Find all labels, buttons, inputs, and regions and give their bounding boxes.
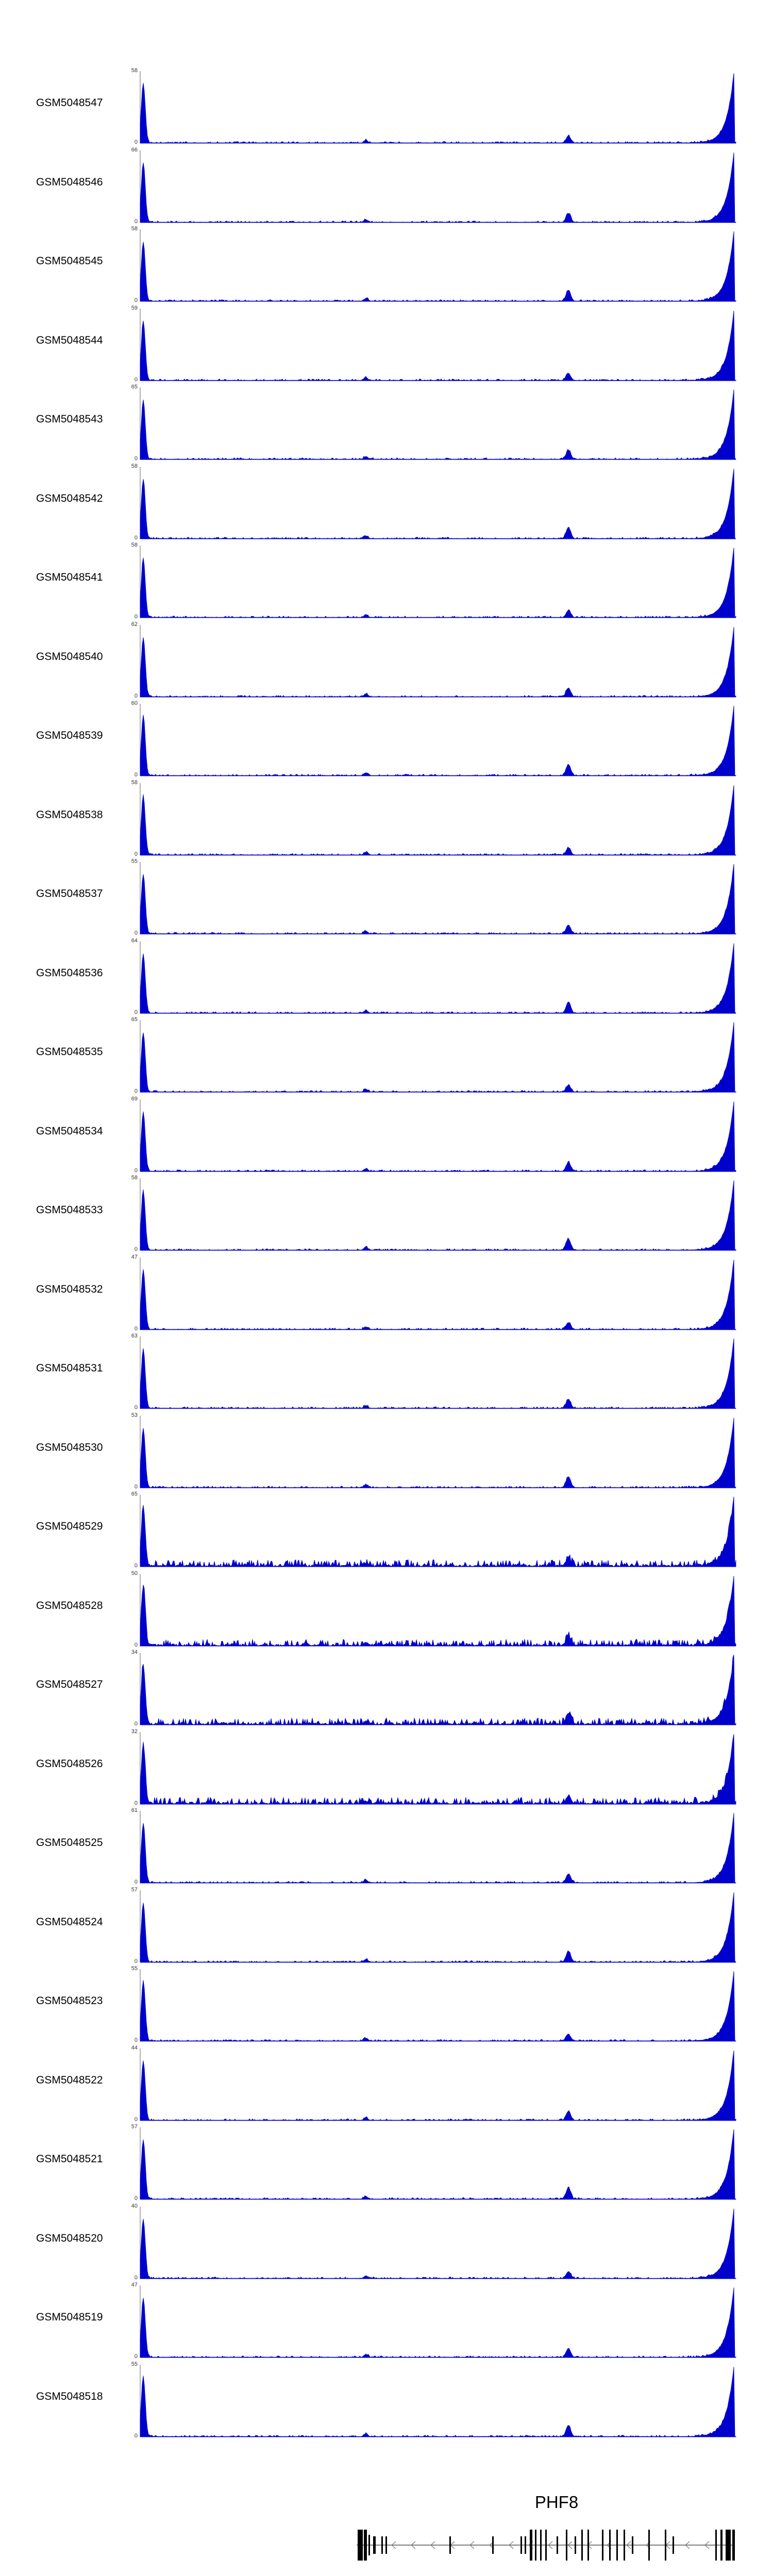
track-ymin-label: 0: [134, 1167, 138, 1174]
gene-strand-chevron: [587, 2541, 592, 2549]
gene-label: PHF8: [534, 2493, 579, 2512]
track-ymin-label: 0: [134, 376, 138, 383]
gene-strand-chevron: [666, 2541, 670, 2549]
track-ymin-label: 0: [134, 1404, 138, 1411]
track-label: GSM5048542: [36, 492, 103, 504]
track-ymax-label: 47: [131, 1253, 138, 1260]
gene-exon: [492, 2536, 494, 2554]
gene-strand-chevron: [411, 2541, 415, 2549]
track-ymax-label: 57: [131, 2124, 138, 2130]
track-label: GSM5048519: [36, 2311, 103, 2324]
track-label: GSM5048547: [36, 97, 103, 109]
track-signal-area: [140, 1101, 736, 1172]
track-label: GSM5048530: [36, 1441, 103, 1453]
track-signal-area: [140, 548, 736, 618]
gene-exon: [665, 2530, 666, 2561]
track-signal-area: [140, 1418, 736, 1488]
track-signal-area: [140, 1180, 736, 1250]
track-ymin-label: 0: [134, 930, 138, 936]
track-signal-plot: [0, 1732, 773, 1806]
gene-exon: [581, 2530, 583, 2561]
track-signal-plot: [0, 1574, 773, 1648]
gene-exon: [525, 2536, 526, 2554]
track-label: GSM5048523: [36, 1995, 103, 2007]
gene-exon: [545, 2530, 547, 2561]
gene-exon: [587, 2530, 589, 2561]
track-ymax-label: 58: [131, 779, 138, 786]
gene-exon: [673, 2536, 674, 2554]
track-ymin-label: 0: [134, 2195, 138, 2201]
track-signal-area: [140, 73, 736, 143]
track-signal-area: [140, 1734, 736, 1804]
track-signal-plot: [0, 229, 773, 303]
track-label: GSM5048528: [36, 1599, 103, 1612]
track-ymax-label: 32: [131, 1728, 138, 1735]
track-ymin-label: 0: [134, 1325, 138, 1332]
track-signal-area: [140, 469, 736, 539]
track-ymax-label: 40: [131, 2202, 138, 2209]
gene-exon: [715, 2530, 717, 2561]
gene-exon: [520, 2536, 522, 2554]
track-label: GSM5048522: [36, 2074, 103, 2086]
track-signal-area: [140, 2287, 736, 2358]
gene-exon: [530, 2530, 532, 2561]
gene-exon: [368, 2535, 370, 2555]
track-signal-area: [140, 1813, 736, 1883]
track-ymax-label: 63: [131, 1333, 138, 1339]
track-ymin-label: 0: [134, 2037, 138, 2043]
track-signal-area: [140, 1260, 736, 1330]
gene-strand-chevron: [470, 2541, 474, 2549]
track-ymax-label: 47: [131, 2282, 138, 2288]
track-signal-plot: [0, 2207, 773, 2281]
track-ymin-label: 0: [134, 692, 138, 699]
track-ymin-label: 0: [134, 297, 138, 303]
track-label: GSM5048526: [36, 1757, 103, 1770]
gene-strand-chevron: [607, 2541, 611, 2549]
track-signal-area: [140, 1971, 736, 2041]
track-ymax-label: 60: [131, 700, 138, 706]
gene-exon: [540, 2530, 542, 2561]
gene-exon: [381, 2536, 383, 2554]
track-signal-plot: [0, 783, 773, 857]
gene-strand-chevron: [450, 2541, 455, 2549]
gene-strand-chevron: [568, 2541, 572, 2549]
track-label: GSM5048527: [36, 1679, 103, 1691]
track-label: GSM5048540: [36, 650, 103, 663]
track-ymax-label: 50: [131, 1570, 138, 1577]
track-ymin-label: 0: [134, 1879, 138, 1885]
track-signal-plot: [0, 704, 773, 778]
track-label: GSM5048546: [36, 176, 103, 188]
gene-strand-chevron: [627, 2541, 631, 2549]
track-signal-area: [140, 1022, 736, 1092]
track-ymax-label: 64: [131, 937, 138, 944]
track-signal-plot: [0, 2048, 773, 2123]
gene-strand-chevron: [705, 2541, 709, 2549]
track-signal-area: [140, 311, 736, 381]
track-label: GSM5048543: [36, 413, 103, 426]
track-label: GSM5048520: [36, 2232, 103, 2244]
track-ymin-label: 0: [134, 534, 138, 541]
track-signal-area: [140, 1497, 736, 1567]
track-ymax-label: 65: [131, 1491, 138, 1497]
track-signal-area: [140, 2050, 736, 2121]
track-ymax-label: 34: [131, 1649, 138, 1655]
gene-exon: [575, 2536, 576, 2554]
track-ymin-label: 0: [134, 1641, 138, 1648]
track-signal-area: [140, 864, 736, 934]
track-signal-plot: [0, 1336, 773, 1411]
gene-exon: [632, 2536, 633, 2554]
track-label: GSM5048538: [36, 808, 103, 821]
track-ymax-label: 44: [131, 2044, 138, 2051]
track-ymax-label: 55: [131, 858, 138, 865]
track-ymax-label: 65: [131, 1016, 138, 1023]
track-ymin-label: 0: [134, 2274, 138, 2281]
track-signal-plot: [0, 1020, 773, 1094]
gene-strand-chevron: [392, 2541, 396, 2549]
track-ymax-label: 53: [131, 1412, 138, 1418]
gene-strand-chevron: [548, 2541, 552, 2549]
track-signal-plot: [0, 546, 773, 620]
track-ymin-label: 0: [134, 2353, 138, 2360]
gene-exon: [609, 2530, 611, 2561]
track-signal-plot: [0, 1811, 773, 1885]
track-ymax-label: 58: [131, 226, 138, 232]
track-ymin-label: 0: [134, 2432, 138, 2439]
gene-exon: [648, 2530, 650, 2561]
gene-strand-chevron: [509, 2541, 513, 2549]
track-label: GSM5048518: [36, 2390, 103, 2402]
gene-exon: [385, 2536, 387, 2554]
gene-strand-chevron: [490, 2541, 494, 2549]
track-ymin-label: 0: [134, 1958, 138, 1964]
track-ymin-label: 0: [134, 455, 138, 462]
track-signal-plot: [0, 1258, 773, 1332]
gene-exon: [726, 2530, 731, 2561]
track-signal-plot: [0, 2127, 773, 2201]
track-signal-area: [140, 1338, 736, 1409]
track-signal-plot: [0, 1178, 773, 1252]
gene-exon: [535, 2530, 536, 2561]
track-ymin-label: 0: [134, 1563, 138, 1569]
track-label: GSM5048531: [36, 1362, 103, 1375]
track-ymin-label: 0: [134, 2116, 138, 2123]
track-ymax-label: 57: [131, 1886, 138, 1893]
track-signal-area: [140, 943, 736, 1013]
track-signal-plot: [0, 1495, 773, 1569]
track-signal-area: [140, 627, 736, 697]
gene-exon: [364, 2530, 367, 2561]
track-signal-area: [140, 706, 736, 776]
track-signal-area: [140, 152, 736, 223]
track-ymax-label: 61: [131, 1807, 138, 1814]
gene-strand-chevron: [431, 2541, 435, 2549]
track-signal-area: [140, 2129, 736, 2199]
track-signal-area: [140, 1892, 736, 1962]
track-label: GSM5048535: [36, 1046, 103, 1058]
gene-exon: [373, 2536, 376, 2554]
gene-exon: [449, 2536, 451, 2554]
track-label: GSM5048525: [36, 1837, 103, 1849]
track-ymin-label: 0: [134, 1246, 138, 1252]
track-ymin-label: 0: [134, 1721, 138, 1727]
track-signal-plot: [0, 71, 773, 145]
track-signal-plot: [0, 1969, 773, 2043]
track-ymax-label: 66: [131, 146, 138, 153]
track-label: GSM5048533: [36, 1204, 103, 1216]
track-signal-plot: [0, 1890, 773, 1964]
gene-exon: [602, 2530, 603, 2561]
gene-exon: [358, 2530, 363, 2561]
track-ymin-label: 0: [134, 1009, 138, 1015]
track-label: GSM5048529: [36, 1520, 103, 1533]
track-signal-plot: [0, 2365, 773, 2439]
track-label: GSM5048532: [36, 1283, 103, 1295]
track-ymin-label: 0: [134, 1088, 138, 1094]
track-signal-plot: [0, 150, 773, 225]
track-ymax-label: 58: [131, 1175, 138, 1181]
track-ymin-label: 0: [134, 1483, 138, 1490]
track-signal-plot: [0, 467, 773, 541]
track-ymin-label: 0: [134, 851, 138, 857]
track-ymax-label: 58: [131, 542, 138, 548]
track-label: GSM5048544: [36, 334, 103, 346]
gene-strand-chevron: [529, 2541, 533, 2549]
track-signal-area: [140, 231, 736, 301]
track-signal-area: [140, 2209, 736, 2279]
track-ymax-label: 55: [131, 2361, 138, 2367]
gene-exon: [616, 2530, 618, 2561]
track-signal-plot: [0, 2285, 773, 2360]
track-label: GSM5048534: [36, 1125, 103, 1137]
track-ymin-label: 0: [134, 218, 138, 225]
track-signal-plot: [0, 1099, 773, 1174]
track-ymax-label: 62: [131, 621, 138, 628]
track-label: GSM5048524: [36, 1916, 103, 1928]
gene-exon: [566, 2530, 567, 2561]
track-signal-area: [140, 1655, 736, 1725]
track-signal-area: [140, 785, 736, 855]
track-label: GSM5048521: [36, 2153, 103, 2165]
track-signal-plot: [0, 941, 773, 1015]
track-signal-plot: [0, 1416, 773, 1490]
track-ymin-label: 0: [134, 614, 138, 620]
track-signal-area: [140, 2367, 736, 2437]
gene-exon: [557, 2536, 558, 2554]
track-ymax-label: 69: [131, 1095, 138, 1102]
track-label: GSM5048536: [36, 967, 103, 979]
track-ymax-label: 55: [131, 1965, 138, 1972]
gene-strand-chevron: [646, 2541, 650, 2549]
track-ymax-label: 65: [131, 384, 138, 390]
track-signal-plot: [0, 625, 773, 699]
track-label: GSM5048539: [36, 730, 103, 742]
track-signal-plot: [0, 1653, 773, 1727]
track-ymin-label: 0: [134, 772, 138, 778]
track-signal-area: [140, 1576, 736, 1646]
track-label: GSM5048537: [36, 888, 103, 900]
track-signal-plot: [0, 862, 773, 936]
track-ymax-label: 59: [131, 304, 138, 311]
track-label: GSM5048545: [36, 255, 103, 267]
gene-exon: [720, 2530, 722, 2561]
track-ymax-label: 58: [131, 67, 138, 74]
track-ymin-label: 0: [134, 139, 138, 145]
track-ymin-label: 0: [134, 1800, 138, 1806]
track-label: GSM5048541: [36, 571, 103, 584]
track-signal-plot: [0, 309, 773, 383]
track-signal-plot: [0, 387, 773, 462]
track-ymax-label: 58: [131, 463, 138, 469]
gene-exon: [624, 2530, 625, 2561]
track-signal-area: [140, 389, 736, 460]
gene-strand-chevron: [685, 2541, 690, 2549]
gene-exon: [732, 2530, 735, 2561]
